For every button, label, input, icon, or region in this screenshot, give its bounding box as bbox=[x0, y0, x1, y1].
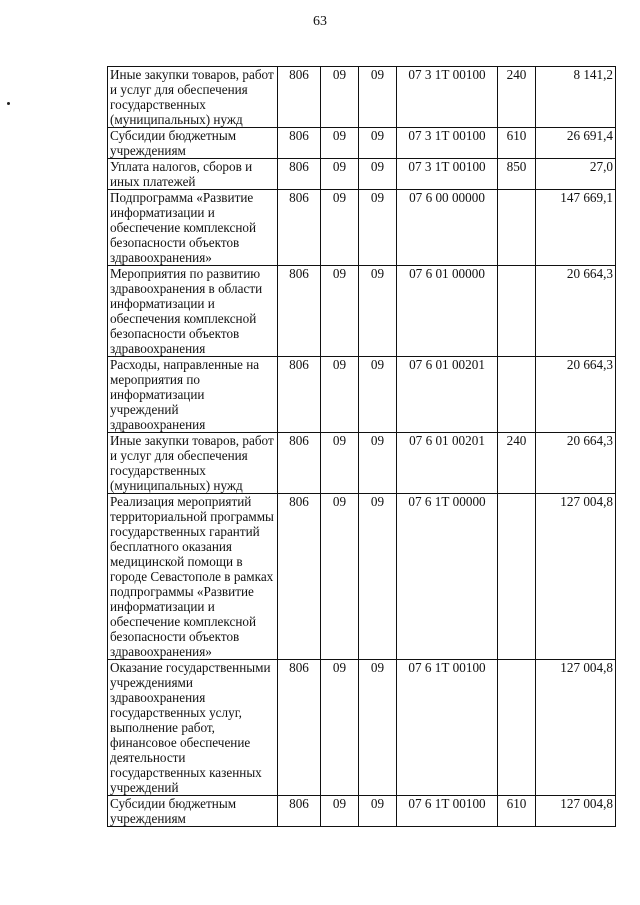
amount-cell: 147 669,1 bbox=[536, 190, 616, 266]
subsection-code-cell: 09 bbox=[359, 67, 397, 128]
ministry-code-cell: 806 bbox=[278, 660, 321, 796]
subsection-code-cell: 09 bbox=[359, 190, 397, 266]
section-code-cell: 09 bbox=[321, 266, 359, 357]
ministry-code-cell: 806 bbox=[278, 433, 321, 494]
ministry-code-cell: 806 bbox=[278, 128, 321, 159]
ministry-code-cell: 806 bbox=[278, 190, 321, 266]
amount-cell: 20 664,3 bbox=[536, 266, 616, 357]
budget-table-body bbox=[108, 67, 616, 827]
scan-speck bbox=[7, 102, 10, 105]
target-article-cell: 07 6 1Т 00100 bbox=[397, 660, 498, 796]
section-code-cell: 09 bbox=[321, 159, 359, 190]
amount-cell: 8 141,2 bbox=[536, 67, 616, 128]
expense-type-cell bbox=[498, 190, 536, 266]
expense-type-cell bbox=[498, 660, 536, 796]
row-name-cell: Субсидии бюджетным учреждениям bbox=[108, 128, 278, 159]
row-name-cell: Расходы, направленные на мероприятия по информатизации учреждений здравоохранения bbox=[108, 357, 278, 433]
subsection-code-cell: 09 bbox=[359, 128, 397, 159]
section-code-cell: 09 bbox=[321, 357, 359, 433]
amount-cell: 127 004,8 bbox=[536, 494, 616, 660]
table-row bbox=[108, 159, 616, 190]
section-code-cell: 09 bbox=[321, 128, 359, 159]
section-code-cell: 09 bbox=[321, 67, 359, 128]
target-article-cell: 07 6 1Т 00000 bbox=[397, 494, 498, 660]
ministry-code-cell: 806 bbox=[278, 494, 321, 660]
ministry-code-cell: 806 bbox=[278, 67, 321, 128]
amount-cell: 20 664,3 bbox=[536, 357, 616, 433]
row-name-cell: Иные закупки товаров, работ и услуг для обеспечения государственных (муниципальных) нужд bbox=[108, 67, 278, 128]
expense-type-cell: 610 bbox=[498, 796, 536, 827]
amount-cell: 127 004,8 bbox=[536, 796, 616, 827]
amount-cell: 27,0 bbox=[536, 159, 616, 190]
section-code-cell: 09 bbox=[321, 796, 359, 827]
expense-type-cell: 610 bbox=[498, 128, 536, 159]
expense-type-cell bbox=[498, 494, 536, 660]
target-article-cell: 07 3 1Т 00100 bbox=[397, 67, 498, 128]
subsection-code-cell: 09 bbox=[359, 159, 397, 190]
section-code-cell: 09 bbox=[321, 660, 359, 796]
table-row bbox=[108, 433, 616, 494]
row-name-cell: Подпрограмма «Развитие информатизации и обеспечение комплексной безопасности объектов здравоохранения» bbox=[108, 190, 278, 266]
ministry-code-cell: 806 bbox=[278, 159, 321, 190]
table-row bbox=[108, 190, 616, 266]
target-article-cell: 07 6 01 00000 bbox=[397, 266, 498, 357]
table-row bbox=[108, 128, 616, 159]
row-name-cell: Мероприятия по развитию здравоохранения в области информатизации и обеспечения комплексной безопасности объектов здравоохранения bbox=[108, 266, 278, 357]
expense-type-cell: 850 bbox=[498, 159, 536, 190]
amount-cell: 26 691,4 bbox=[536, 128, 616, 159]
subsection-code-cell: 09 bbox=[359, 357, 397, 433]
expense-type-cell: 240 bbox=[498, 67, 536, 128]
table-row bbox=[108, 796, 616, 827]
amount-cell: 20 664,3 bbox=[536, 433, 616, 494]
target-article-cell: 07 6 00 00000 bbox=[397, 190, 498, 266]
row-name-cell: Оказание государственными учреждениями здравоохранения государственных услуг, выполнение работ, финансовое обеспечение деятельности государственных казенных учреждений bbox=[108, 660, 278, 796]
target-article-cell: 07 6 01 00201 bbox=[397, 433, 498, 494]
subsection-code-cell: 09 bbox=[359, 433, 397, 494]
ministry-code-cell: 806 bbox=[278, 266, 321, 357]
table-row bbox=[108, 266, 616, 357]
table-row bbox=[108, 357, 616, 433]
row-name-cell: Реализация мероприятий территориальной программы государственных гарантий бесплатного оказания медицинской помощи в городе Севастополе в рамках подпрограммы «Развитие информатизации и обеспечение комплексной безопасности объектов здравоохранения» bbox=[108, 494, 278, 660]
expense-type-cell: 240 bbox=[498, 433, 536, 494]
target-article-cell: 07 3 1Т 00100 bbox=[397, 128, 498, 159]
expense-type-cell bbox=[498, 357, 536, 433]
section-code-cell: 09 bbox=[321, 433, 359, 494]
table-row bbox=[108, 660, 616, 796]
row-name-cell: Уплата налогов, сборов и иных платежей bbox=[108, 159, 278, 190]
row-name-cell: Иные закупки товаров, работ и услуг для обеспечения государственных (муниципальных) нужд bbox=[108, 433, 278, 494]
table-row bbox=[108, 67, 616, 128]
amount-cell: 127 004,8 bbox=[536, 660, 616, 796]
target-article-cell: 07 3 1Т 00100 bbox=[397, 159, 498, 190]
subsection-code-cell: 09 bbox=[359, 494, 397, 660]
ministry-code-cell: 806 bbox=[278, 357, 321, 433]
page-number: 63 bbox=[313, 14, 327, 29]
subsection-code-cell: 09 bbox=[359, 796, 397, 827]
target-article-cell: 07 6 01 00201 bbox=[397, 357, 498, 433]
budget-table bbox=[107, 66, 616, 827]
expense-type-cell bbox=[498, 266, 536, 357]
section-code-cell: 09 bbox=[321, 190, 359, 266]
subsection-code-cell: 09 bbox=[359, 266, 397, 357]
row-name-cell: Субсидии бюджетным учреждениям bbox=[108, 796, 278, 827]
subsection-code-cell: 09 bbox=[359, 660, 397, 796]
table-row bbox=[108, 494, 616, 660]
ministry-code-cell: 806 bbox=[278, 796, 321, 827]
target-article-cell: 07 6 1Т 00100 bbox=[397, 796, 498, 827]
section-code-cell: 09 bbox=[321, 494, 359, 660]
